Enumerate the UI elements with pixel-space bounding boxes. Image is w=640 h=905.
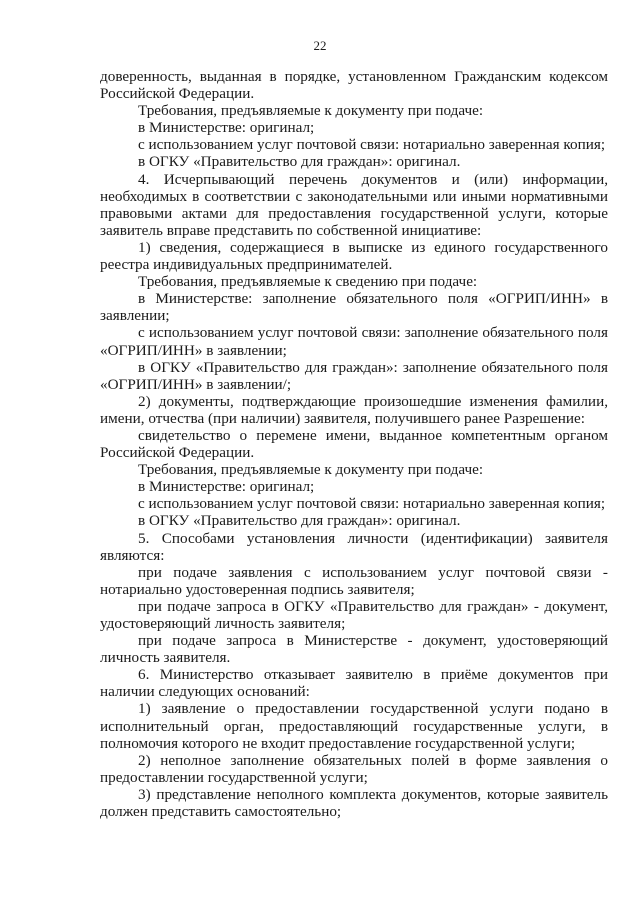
paragraph-ogku-original-2: в ОГКУ «Правительство для граждан»: оригинал. (138, 512, 461, 530)
paragraph-ministry-ogrip-field: в Министерстве: заполнение обязательного поля «ОГРИП/ИНН» в заявлении; (100, 290, 608, 325)
paragraph-postal-notarized-copy: с использованием услуг почтовой связи: нотариально заверенная копия; (138, 136, 606, 154)
paragraph-power-of-attorney: доверенность, выданная в порядке, установленном Гражданским кодексом Российской Федерации. (100, 68, 608, 103)
paragraph-item-4: 4. Исчерпывающий перечень документов и (или) информации, необходимых в соответствии с законодательными или иными нормативными правовыми актами для предоставления государственной услуги, которые заявитель вправе представить по собственной инициативе: (100, 170, 608, 239)
paragraph-item-6-1: 1) заявление о предоставлении государственной услуги подано в исполнительный орган, предоставляющий государственные услуги, в полномочия которого не входит предоставление государственной услуги; (100, 700, 608, 752)
paragraph-postal-ogrip-field: с использованием услуг почтовой связи: заполнение обязательного поля «ОГРИП/ИНН» в заявлении; (100, 324, 608, 359)
paragraph-item-4-1: 1) сведения, содержащиеся в выписке из единого государственного реестра индивидуальных предпринимателей. (100, 238, 608, 274)
paragraph-name-change-certificate: свидетельство о перемене имени, выданное компетентным органом Российской Федерации. (100, 426, 608, 462)
paragraph-item-6: 6. Министерство отказывает заявителю в приёме документов при наличии следующих оснований: (100, 666, 608, 701)
paragraph-item-5: 5. Способами установления личности (идентификации) заявителя являются: (100, 529, 608, 564)
paragraph-item-6-2: 2) неполное заполнение обязательных полей в форме заявления о предоставлении государственной услуги; (100, 751, 608, 786)
paragraph-requirements-heading-2: Требования, предъявляемые к документу при подаче: (138, 461, 484, 479)
paragraph-item-4-2: 2) документы, подтверждающие произошедшие изменения фамилии, имени, отчества (при наличии) заявителя, получившего ранее Разрешение: (100, 392, 608, 427)
paragraph-ogku-original: в ОГКУ «Правительство для граждан»: оригинал. (138, 153, 461, 171)
paragraph-info-requirements-heading: Требования, предъявляемые к сведению при подаче: (138, 273, 478, 291)
paragraph-identity-postal: при подаче заявления с использованием услуг почтовой связи - нотариально удостоверенная подпись заявителя; (100, 563, 608, 598)
paragraph-item-6-3: 3) представление неполного комплекта документов, которые заявитель должен представить самостоятельно; (100, 785, 608, 821)
paragraph-ogku-ogrip-field: в ОГКУ «Правительство для граждан»: заполнение обязательного поля «ОГРИП/ИНН» в заявлении/; (100, 358, 608, 393)
paragraph-requirements-heading: Требования, предъявляемые к документу при подаче: (138, 102, 484, 120)
paragraph-identity-ministry: при подаче запроса в Министерстве - документ, удостоверяющий личность заявителя. (100, 632, 608, 667)
paragraph-identity-ogku: при подаче запроса в ОГКУ «Правительство для граждан» - документ, удостоверяющий личность заявителя; (100, 597, 608, 632)
page-number: 22 (313, 38, 327, 53)
paragraph-ministry-original-2: в Министерстве: оригинал; (138, 478, 315, 496)
document-body (100, 68, 608, 820)
paragraph-ministry-original: в Министерстве: оригинал; (138, 119, 315, 137)
paragraph-postal-notarized-copy-2: с использованием услуг почтовой связи: нотариально заверенная копия; (138, 495, 606, 513)
